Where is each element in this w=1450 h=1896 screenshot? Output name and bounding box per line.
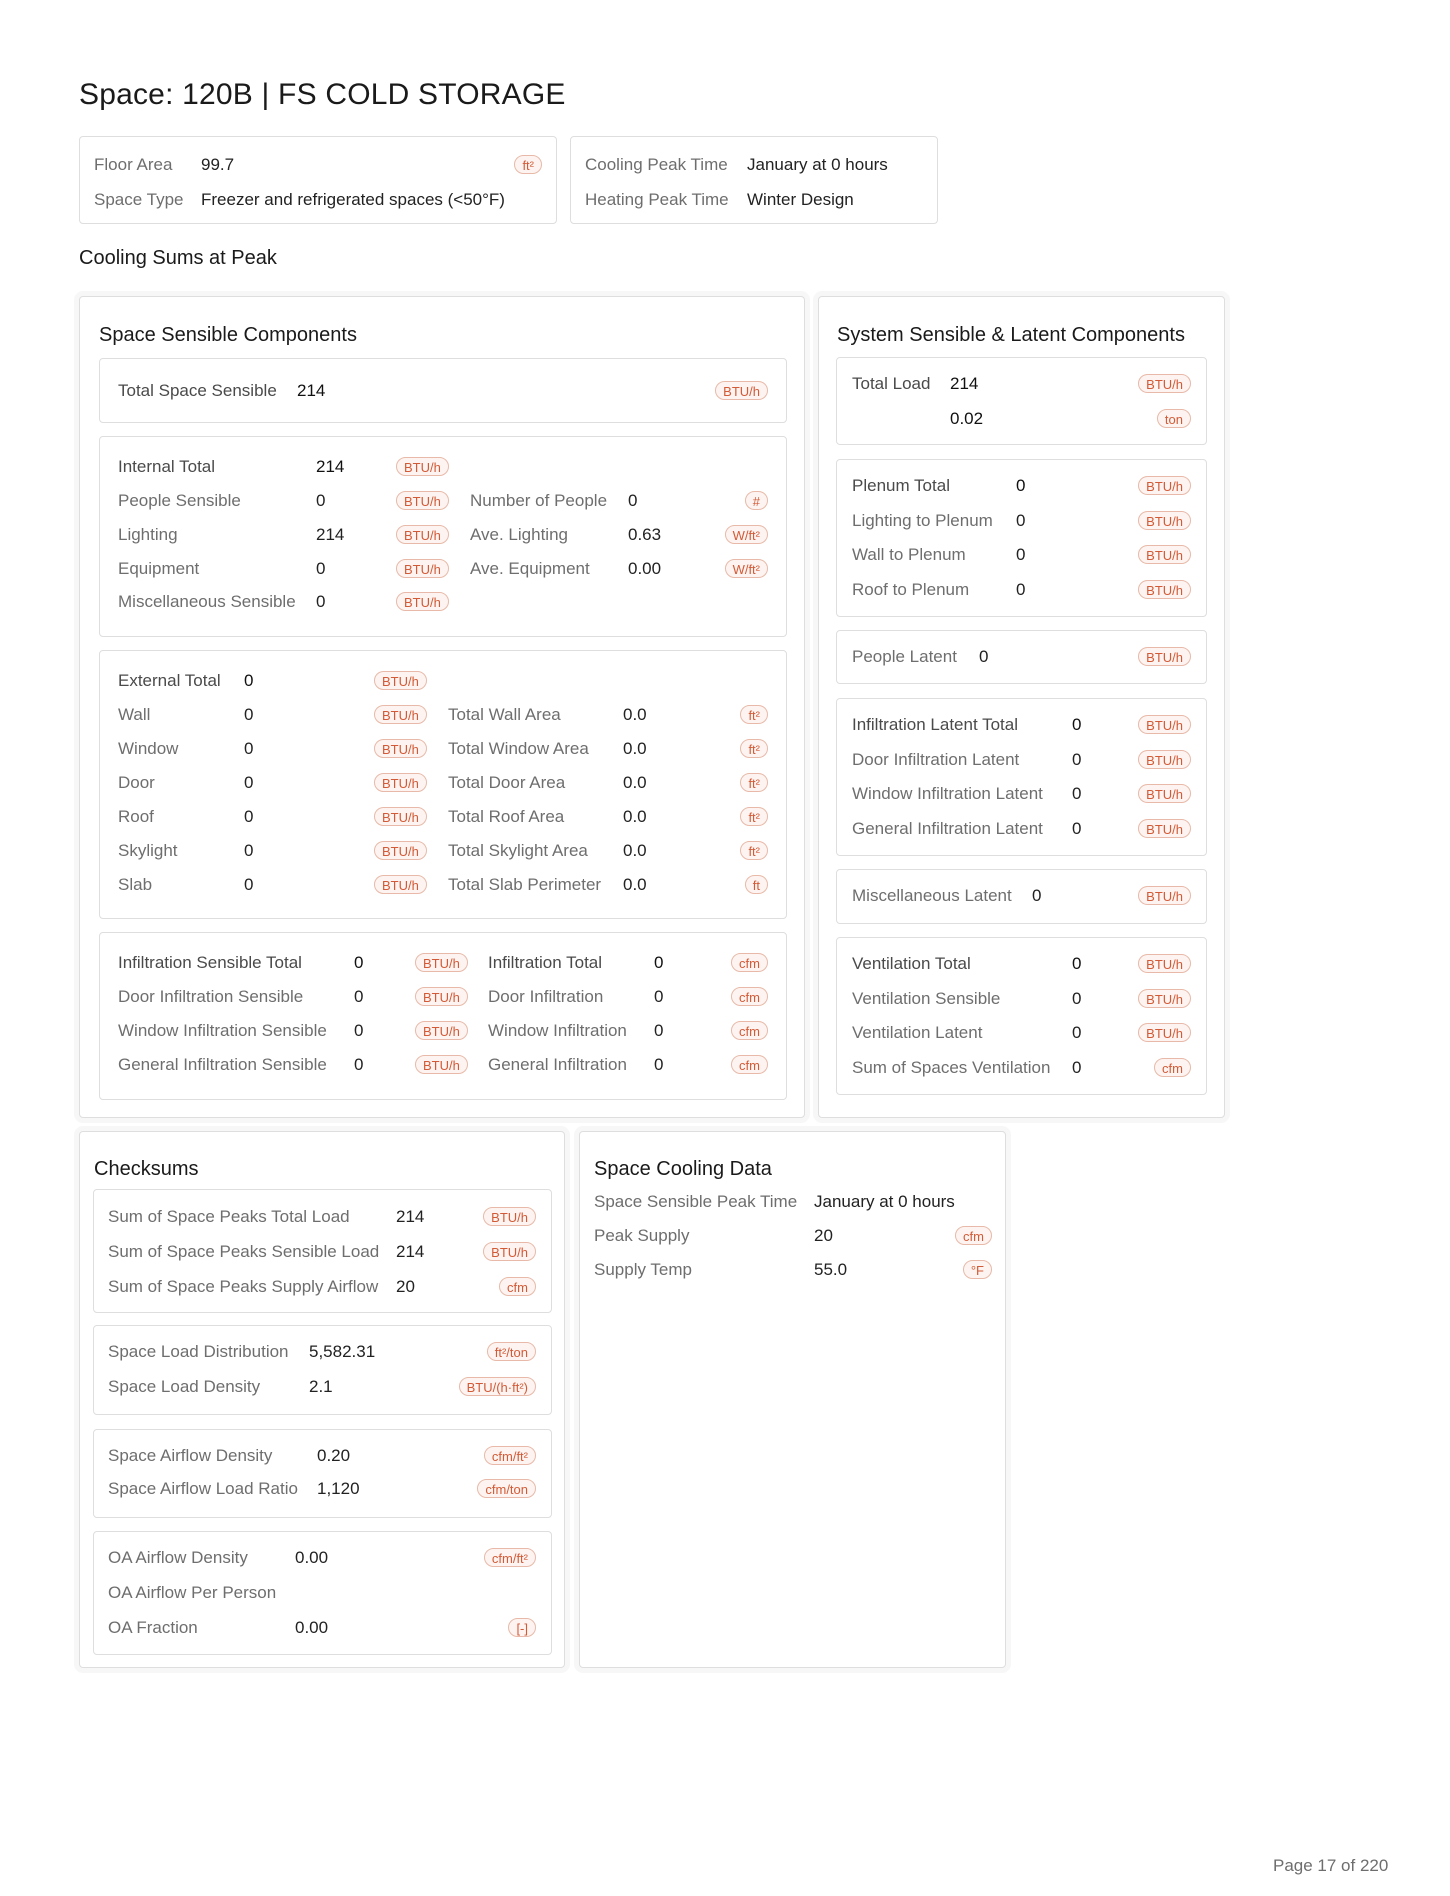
infiltration-latent-value: 0 bbox=[1072, 749, 1082, 769]
external-row-label: Wall bbox=[118, 705, 151, 724]
space-type-row bbox=[94, 185, 542, 215]
space-cooling-data-title: Space Cooling Data bbox=[594, 1158, 772, 1180]
checksum-row bbox=[108, 1474, 536, 1504]
peak-time-card bbox=[570, 136, 938, 224]
infiltration-flow-value: 0 bbox=[654, 1021, 664, 1040]
infiltration-latent-value: 0 bbox=[1072, 784, 1082, 803]
checksum-label: OA Airflow Per Person bbox=[108, 1583, 277, 1602]
plenum-label: Lighting to Plenum bbox=[852, 510, 993, 530]
infiltration-flow-label: General Infiltration bbox=[488, 1055, 627, 1074]
external-area-value: 0.0 bbox=[623, 773, 647, 792]
space-type-label: Space Type bbox=[94, 190, 184, 209]
people-latent-value: 0 bbox=[979, 647, 989, 666]
heating-peak-value: Winter Design bbox=[747, 190, 854, 209]
floor-area-label: Floor Area bbox=[94, 155, 173, 174]
external-area-label: Total Skylight Area bbox=[448, 841, 588, 860]
total-load-box bbox=[836, 357, 1207, 445]
external-area-label: Total Slab Perimeter bbox=[448, 875, 602, 894]
plenum-row bbox=[852, 540, 1191, 570]
unit-badge: BTU/(h·ft²) bbox=[459, 1377, 536, 1396]
plenum-value: 0 bbox=[1016, 545, 1026, 564]
external-box bbox=[99, 650, 787, 919]
plenum-box bbox=[836, 459, 1207, 617]
infiltration-latent-row bbox=[852, 710, 1191, 740]
external-area-value: 0.0 bbox=[623, 739, 647, 758]
ventilation-row bbox=[852, 984, 1191, 1014]
external-row-value: 0 bbox=[244, 739, 254, 758]
infiltration-flow-label: Window Infiltration bbox=[488, 1021, 627, 1040]
total-load-ton-value: 0.02 bbox=[950, 409, 984, 428]
infiltration-value: 0 bbox=[354, 953, 364, 972]
space-type-value: Freezer and refrigerated spaces (<50°F) bbox=[201, 190, 505, 209]
external-area-value: 0.0 bbox=[623, 705, 647, 724]
checksum-row bbox=[108, 1543, 536, 1573]
page-title: Space: 120B | FS COLD STORAGE bbox=[79, 78, 566, 111]
checksum-label: Sum of Space Peaks Total Load bbox=[108, 1207, 350, 1226]
internal-total-value: 214 bbox=[316, 457, 345, 476]
external-row bbox=[118, 700, 768, 730]
plenum-row bbox=[852, 575, 1191, 605]
external-row-label: Slab bbox=[118, 875, 153, 894]
unit-badge: ft² bbox=[740, 705, 768, 724]
cooling-data-label: Space Sensible Peak Time bbox=[594, 1192, 798, 1211]
cooling-data-row bbox=[594, 1255, 992, 1285]
checksum-label: Space Load Density bbox=[108, 1377, 261, 1396]
unit-badge: BTU/h bbox=[1138, 580, 1191, 599]
unit-badge: BTU/h bbox=[1138, 545, 1191, 564]
floor-area-row bbox=[94, 150, 542, 180]
unit-badge: ft bbox=[745, 875, 768, 894]
total-space-sensible-label: Total Space Sensible bbox=[118, 381, 277, 400]
checksum-value: 214 bbox=[396, 1207, 425, 1226]
infiltration-row bbox=[118, 1050, 768, 1080]
unit-badge: BTU/h bbox=[415, 953, 468, 972]
external-total-row bbox=[118, 666, 768, 696]
cooling-data-value: 55.0 bbox=[814, 1260, 848, 1279]
ave-lighting-label: Ave. Lighting bbox=[470, 525, 568, 544]
misc-latent-label: Miscellaneous Latent bbox=[852, 886, 1012, 905]
external-row-label: Window bbox=[118, 739, 179, 758]
unit-badge: BTU/h bbox=[483, 1207, 536, 1226]
checksum-label: Space Load Distribution bbox=[108, 1342, 289, 1361]
unit-badge: cfm bbox=[499, 1277, 536, 1296]
unit-badge: BTU/h bbox=[396, 592, 449, 611]
unit-badge: cfm/ft² bbox=[484, 1548, 536, 1567]
lighting-value: 214 bbox=[316, 525, 345, 544]
people-sensible-value: 0 bbox=[316, 491, 326, 510]
unit-badge: cfm bbox=[955, 1226, 992, 1245]
people-sensible-row bbox=[118, 486, 768, 516]
cooling-peak-label: Cooling Peak Time bbox=[585, 155, 728, 174]
plenum-value: 0 bbox=[1016, 510, 1026, 530]
external-row-value: 0 bbox=[244, 773, 254, 792]
plenum-label: Wall to Plenum bbox=[852, 545, 966, 564]
checksum-row bbox=[108, 1202, 536, 1232]
ventilation-box bbox=[836, 937, 1207, 1095]
unit-badge: BTU/h bbox=[483, 1242, 536, 1261]
external-row-value: 0 bbox=[244, 841, 254, 860]
ventilation-value: 0 bbox=[1072, 1023, 1082, 1042]
infiltration-label: Door Infiltration Sensible bbox=[118, 987, 304, 1006]
unit-badge: BTU/h bbox=[1138, 750, 1191, 769]
unit-badge: W/ft² bbox=[725, 525, 768, 544]
external-row-value: 0 bbox=[244, 705, 254, 724]
people-sensible-label: People Sensible bbox=[118, 491, 241, 510]
infiltration-latent-value: 0 bbox=[1072, 715, 1082, 734]
unit-badge: cfm bbox=[731, 953, 768, 972]
unit-badge: ft² bbox=[740, 841, 768, 860]
infiltration-flow-label: Infiltration Total bbox=[488, 953, 603, 972]
infiltration-sensible-box bbox=[99, 932, 787, 1100]
infiltration-flow-label: Door Infiltration bbox=[488, 987, 604, 1006]
infiltration-row bbox=[118, 982, 768, 1012]
system-components-title: System Sensible & Latent Components bbox=[837, 324, 1185, 346]
floor-area-value: 99.7 bbox=[201, 155, 235, 174]
people-latent-row bbox=[852, 642, 1191, 672]
unit-badge: ft² bbox=[740, 739, 768, 758]
page-number: Page 17 of 220 bbox=[1273, 1856, 1389, 1875]
ave-equipment-label: Ave. Equipment bbox=[470, 559, 590, 578]
plenum-value: 0 bbox=[1016, 579, 1026, 599]
unit-badge: BTU/h bbox=[1138, 1023, 1191, 1042]
external-row bbox=[118, 802, 768, 832]
unit-badge: BTU/h bbox=[396, 457, 449, 476]
ventilation-value: 0 bbox=[1072, 988, 1082, 1008]
unit-badge: BTU/h bbox=[1138, 374, 1191, 393]
cooling-data-row bbox=[594, 1221, 992, 1251]
infiltration-value: 0 bbox=[354, 987, 364, 1006]
load-box bbox=[93, 1325, 552, 1415]
people-latent-box bbox=[836, 630, 1207, 684]
external-total-label: External Total bbox=[118, 671, 221, 690]
checksum-row bbox=[108, 1613, 536, 1643]
cooling-peak-value: January at 0 hours bbox=[747, 155, 888, 174]
plenum-label: Plenum Total bbox=[852, 476, 950, 495]
equipment-row bbox=[118, 554, 768, 584]
external-total-value: 0 bbox=[244, 671, 254, 690]
misc-sensible-value: 0 bbox=[316, 592, 326, 611]
checksum-value: 214 bbox=[396, 1242, 425, 1261]
plenum-row bbox=[852, 471, 1191, 501]
ventilation-value: 0 bbox=[1072, 1057, 1082, 1077]
infiltration-value: 0 bbox=[354, 1021, 364, 1040]
checksum-value: 2.1 bbox=[309, 1377, 333, 1396]
unit-badge: BTU/h bbox=[1138, 476, 1191, 495]
cooling-data-value: January at 0 hours bbox=[814, 1192, 955, 1211]
ave-lighting-value: 0.63 bbox=[628, 525, 662, 544]
unit-badge: BTU/h bbox=[374, 705, 427, 724]
ventilation-label: Ventilation Latent bbox=[852, 1023, 983, 1042]
unit-badge: BTU/h bbox=[715, 381, 768, 400]
misc-latent-box bbox=[836, 869, 1207, 924]
unit-badge: ton bbox=[1157, 409, 1191, 428]
misc-latent-value: 0 bbox=[1032, 886, 1042, 905]
equipment-label: Equipment bbox=[118, 559, 200, 578]
heating-peak-row bbox=[585, 185, 925, 215]
ventilation-label: Ventilation Sensible bbox=[852, 988, 1001, 1008]
lighting-label: Lighting bbox=[118, 525, 178, 544]
checksum-row bbox=[108, 1337, 536, 1367]
checksum-label: Space Airflow Load Ratio bbox=[108, 1479, 298, 1498]
unit-badge: °F bbox=[963, 1260, 992, 1279]
unit-badge: cfm/ton bbox=[477, 1479, 536, 1498]
checksum-label: Space Airflow Density bbox=[108, 1446, 273, 1465]
checksum-value: 0.00 bbox=[295, 1548, 329, 1567]
unit-badge: BTU/h bbox=[374, 773, 427, 792]
cooling-data-label: Peak Supply bbox=[594, 1226, 690, 1245]
total-space-sensible-value: 214 bbox=[297, 381, 326, 400]
unit-badge: BTU/h bbox=[374, 671, 427, 690]
unit-badge: BTU/h bbox=[1138, 715, 1191, 734]
infiltration-latent-row bbox=[852, 745, 1191, 775]
ventilation-value: 0 bbox=[1072, 954, 1082, 973]
external-row-label: Skylight bbox=[118, 841, 178, 860]
checksum-label: OA Fraction bbox=[108, 1618, 198, 1637]
misc-sensible-label: Miscellaneous Sensible bbox=[118, 592, 296, 611]
infiltration-row bbox=[118, 1016, 768, 1046]
ventilation-row bbox=[852, 1053, 1191, 1083]
number-of-people-label: Number of People bbox=[470, 491, 608, 510]
infiltration-value: 0 bbox=[354, 1055, 364, 1074]
checksum-row bbox=[108, 1372, 536, 1402]
infiltration-latent-label: Infiltration Latent Total bbox=[852, 715, 1019, 734]
internal-box bbox=[99, 436, 787, 637]
unit-badge: BTU/h bbox=[396, 491, 449, 510]
cooling-peak-row bbox=[585, 150, 925, 180]
unit-badge: [-] bbox=[508, 1618, 536, 1637]
infiltration-latent-label: General Infiltration Latent bbox=[852, 818, 1043, 838]
external-row bbox=[118, 836, 768, 866]
number-of-people-value: 0 bbox=[628, 491, 638, 510]
unit-badge: BTU/h bbox=[1138, 819, 1191, 838]
infiltration-flow-value: 0 bbox=[654, 1055, 664, 1074]
infiltration-flow-value: 0 bbox=[654, 987, 664, 1006]
total-space-sensible-row bbox=[118, 376, 768, 406]
infiltration-latent-label: Window Infiltration Latent bbox=[852, 784, 1043, 803]
checksum-value: 5,582.31 bbox=[309, 1342, 376, 1361]
external-area-label: Total Roof Area bbox=[448, 807, 565, 826]
infiltration-label: General Infiltration Sensible bbox=[118, 1055, 327, 1074]
plenum-value: 0 bbox=[1016, 476, 1026, 495]
infiltration-latent-box bbox=[836, 698, 1207, 856]
external-row bbox=[118, 870, 768, 900]
total-space-sensible-box bbox=[99, 358, 787, 423]
external-row bbox=[118, 768, 768, 798]
checksum-row bbox=[108, 1578, 536, 1608]
unit-badge: BTU/h bbox=[1138, 511, 1191, 530]
infiltration-flow-value: 0 bbox=[654, 953, 664, 972]
ave-equipment-value: 0.00 bbox=[628, 559, 662, 578]
lighting-row bbox=[118, 520, 768, 550]
internal-total-label: Internal Total bbox=[118, 457, 216, 476]
external-area-label: Total Wall Area bbox=[448, 705, 561, 724]
total-load-ton-row bbox=[852, 404, 1191, 434]
infiltration-latent-row bbox=[852, 779, 1191, 809]
external-row bbox=[118, 734, 768, 764]
cooling-data-label: Supply Temp bbox=[594, 1260, 692, 1279]
unit-badge: ft² bbox=[740, 807, 768, 826]
airflow-box bbox=[93, 1429, 552, 1518]
unit-badge: cfm bbox=[731, 1021, 768, 1040]
infiltration-row bbox=[118, 948, 768, 978]
unit-badge: BTU/h bbox=[1138, 989, 1191, 1008]
external-area-label: Total Door Area bbox=[448, 773, 566, 792]
external-row-value: 0 bbox=[244, 875, 254, 894]
checksum-row bbox=[108, 1237, 536, 1267]
space-sensible-title: Space Sensible Components bbox=[99, 324, 357, 346]
peaks-box bbox=[93, 1189, 552, 1313]
unit-badge: BTU/h bbox=[374, 841, 427, 860]
checksum-row bbox=[108, 1272, 536, 1302]
infiltration-label: Infiltration Sensible Total bbox=[118, 953, 302, 972]
misc-latent-row bbox=[852, 881, 1191, 911]
unit-badge: cfm bbox=[1154, 1058, 1191, 1077]
cooling-data-value: 20 bbox=[814, 1226, 833, 1245]
cooling-sums-title: Cooling Sums at Peak bbox=[79, 247, 277, 269]
external-area-value: 0.0 bbox=[623, 841, 647, 860]
unit-badge: BTU/h bbox=[415, 1055, 468, 1074]
unit-badge: BTU/h bbox=[374, 807, 427, 826]
infiltration-latent-value: 0 bbox=[1072, 818, 1082, 838]
unit-badge: BTU/h bbox=[1138, 647, 1191, 666]
ventilation-label: Sum of Spaces Ventilation bbox=[852, 1057, 1051, 1077]
unit-badge: W/ft² bbox=[725, 559, 768, 578]
unit-badge: ft² bbox=[740, 773, 768, 792]
external-area-value: 0.0 bbox=[623, 807, 647, 826]
checksum-row bbox=[108, 1441, 536, 1471]
checksum-label: Sum of Space Peaks Supply Airflow bbox=[108, 1277, 379, 1296]
unit-badge: BTU/h bbox=[1138, 784, 1191, 803]
ventilation-label: Ventilation Total bbox=[852, 954, 971, 973]
unit-badge: BTU/h bbox=[396, 525, 449, 544]
people-latent-label: People Latent bbox=[852, 647, 957, 666]
infiltration-label: Window Infiltration Sensible bbox=[118, 1021, 327, 1040]
equipment-value: 0 bbox=[316, 559, 326, 578]
external-area-value: 0.0 bbox=[623, 875, 647, 894]
internal-total-row bbox=[118, 452, 768, 482]
checksum-value: 1,120 bbox=[317, 1479, 360, 1498]
checksum-value: 0.00 bbox=[295, 1618, 329, 1637]
checksum-label: Sum of Space Peaks Sensible Load bbox=[108, 1242, 380, 1261]
checksum-value: 0.20 bbox=[317, 1446, 351, 1465]
unit-badge: ft²/ton bbox=[487, 1342, 536, 1361]
unit-badge: BTU/h bbox=[415, 1021, 468, 1040]
checksum-value: 20 bbox=[396, 1277, 415, 1296]
checksums-title: Checksums bbox=[94, 1158, 199, 1180]
total-load-row bbox=[852, 369, 1191, 399]
unit-badge: BTU/h bbox=[396, 559, 449, 578]
total-load-value: 214 bbox=[950, 374, 979, 393]
external-area-label: Total Window Area bbox=[448, 739, 589, 758]
ventilation-row bbox=[852, 1018, 1191, 1048]
checksum-label: OA Airflow Density bbox=[108, 1548, 248, 1567]
unit-badge: BTU/h bbox=[1138, 886, 1191, 905]
ventilation-row bbox=[852, 949, 1191, 979]
unit-badge: BTU/h bbox=[374, 739, 427, 758]
external-row-label: Door bbox=[118, 773, 155, 792]
unit-badge: BTU/h bbox=[1138, 954, 1191, 973]
external-row-value: 0 bbox=[244, 807, 254, 826]
cooling-data-row bbox=[594, 1187, 992, 1217]
unit-badge: cfm bbox=[731, 987, 768, 1006]
oa-box bbox=[93, 1531, 552, 1655]
total-load-label: Total Load bbox=[852, 374, 931, 393]
plenum-label: Roof to Plenum bbox=[852, 579, 970, 599]
external-row-label: Roof bbox=[118, 807, 154, 826]
unit-badge: cfm bbox=[731, 1055, 768, 1074]
unit-badge: # bbox=[745, 491, 768, 510]
infiltration-latent-row bbox=[852, 814, 1191, 844]
unit-badge: BTU/h bbox=[415, 987, 468, 1006]
unit-badge: cfm/ft² bbox=[484, 1446, 536, 1465]
unit-badge: BTU/h bbox=[374, 875, 427, 894]
plenum-row bbox=[852, 506, 1191, 536]
space-info-card bbox=[79, 136, 557, 224]
heating-peak-label: Heating Peak Time bbox=[585, 190, 729, 209]
unit-badge: ft² bbox=[514, 155, 542, 174]
misc-sensible-row bbox=[118, 587, 768, 617]
infiltration-latent-label: Door Infiltration Latent bbox=[852, 749, 1020, 769]
